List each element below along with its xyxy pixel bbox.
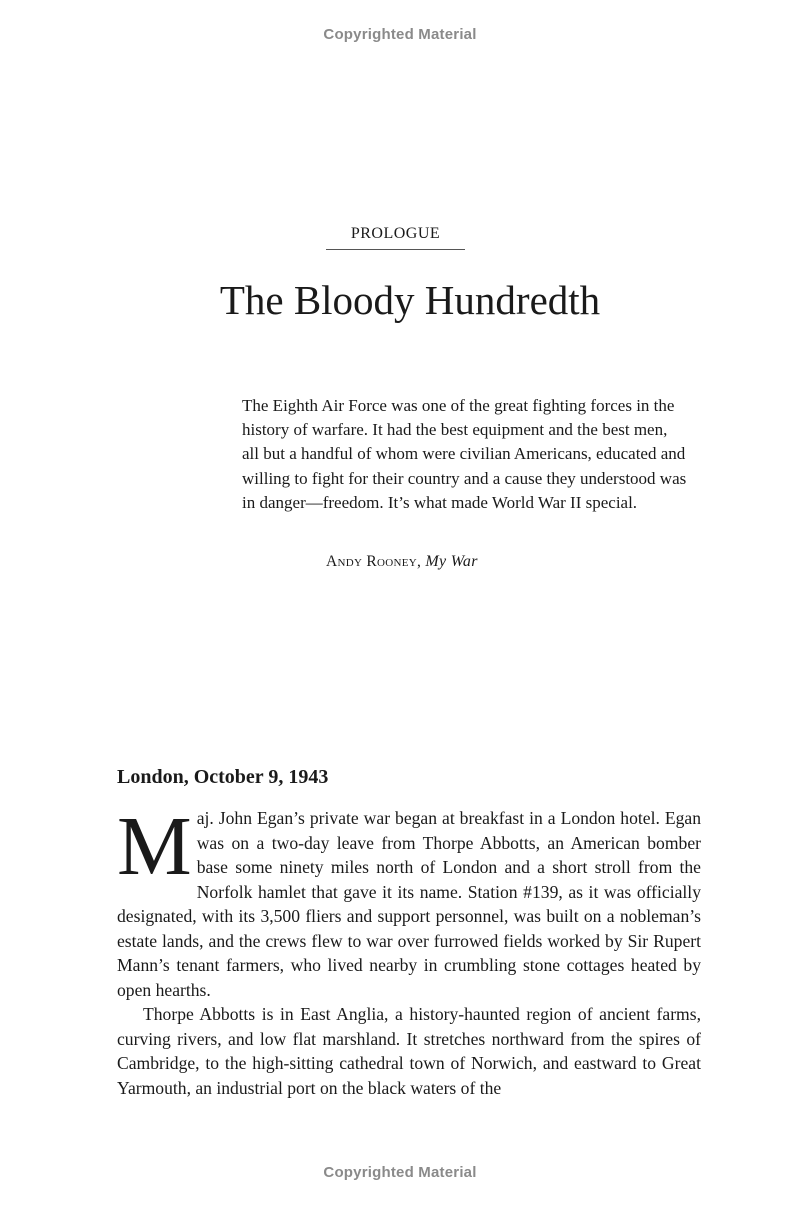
body-text [117, 800, 701, 1100]
section-heading: London, October 9, 1943 [117, 766, 329, 788]
watermark-bottom: Copyrighted Material [323, 1164, 477, 1181]
paragraph-1-text: aj. John Egan’s private war began at breakfast in a London hotel. Egan was on a two-day leave from Thorpe Abbotts, an American bomber base some ninety miles north of London and a short stroll from the Norfolk hamlet that gave it its name. Station #139, as it was officially designated, with its 3,500 fliers and support personnel, was built on a nobleman’s estate lands, and the crews flew to war over furrowed fields worked by Sir Rupert Mann’s tenant farmers, who lived nearby in crumbling stone cottages heated by open hearths. [117, 808, 701, 1000]
epigraph-text: The Eighth Air Force was one of the great fighting forces in the history of warfare. It had the best equipment and the best men, all but a handful of whom were civilian Americans, educated and willing to fight for their country and a cause they understood was in danger—freedom. It’s what made World War II special. [242, 396, 687, 512]
chapter-label: PROLOGUE [326, 225, 465, 250]
epigraph [242, 394, 687, 515]
epigraph-attribution [326, 553, 478, 571]
paragraph-2: Thorpe Abbotts is in East Anglia, a history-haunted region of ancient farms, curving rivers, and low flat marshland. It stretches northward from the spires of Cambridge, to the high-sitting cathedral town of Norwich, and eastward to Great Yarmouth, an industrial port on the black waters of the [117, 1004, 701, 1098]
chapter-title: The Bloody Hundredth [219, 277, 601, 323]
paragraph-1 [117, 800, 701, 1002]
epigraph-author: Andy Rooney, [326, 553, 422, 570]
watermark-top: Copyrighted Material [323, 26, 477, 43]
epigraph-source: My War [425, 553, 478, 570]
drop-cap: M [117, 800, 192, 893]
